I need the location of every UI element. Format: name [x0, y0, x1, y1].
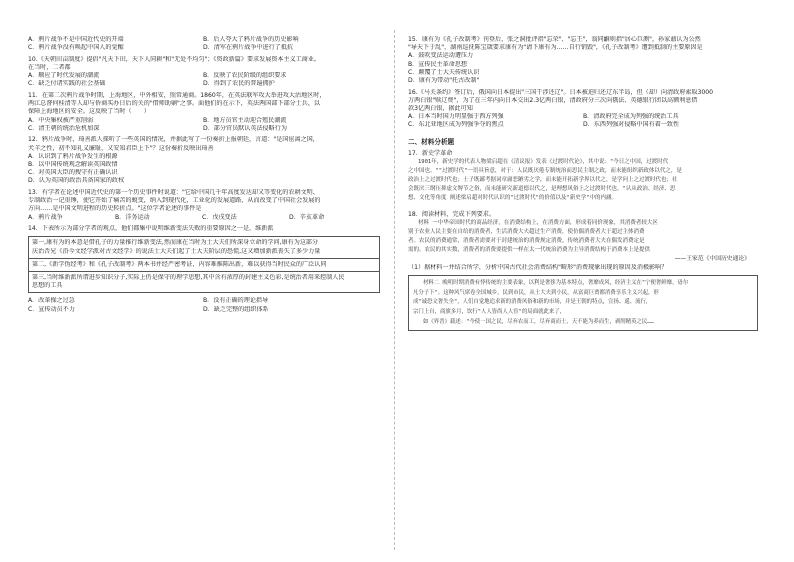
- question-stem: 犬羊之性，初不知礼义廉耻，又安知君臣上下"？这份奏折反映出琦善: [28, 144, 214, 152]
- material-text: 需的。农民的其实数，消费者的消费要提供一样在太一代统治消费为主导消费结构于消费本上是提供: [408, 247, 651, 254]
- option: A．顺应了时代发展的潮流: [28, 72, 100, 80]
- options-row: [28, 214, 378, 222]
- question-stem: 11．在第二次鸦片战争时期，上海地区，中外相安，照常通商。1860年，在英法联军攻大举进攻大沽地区时，: [28, 92, 326, 99]
- material-text: 材料 一中华帝国时代的商品经济，在消费结构上，在消费方面，形成着同价现象，其消费者较大区: [418, 220, 658, 227]
- question-stem: 在当时，二者都: [28, 64, 71, 71]
- options-row: [28, 72, 378, 80]
- cell-text: 思想的工具: [32, 282, 63, 290]
- option: B．没有正确的理论指导: [203, 297, 269, 305]
- option: A．鸦片战争: [28, 213, 63, 221]
- question-10: [28, 56, 378, 89]
- option: D．康有为带动"托古改制": [408, 77, 480, 85]
- option: D．缺乏完整的组织体系: [203, 305, 269, 313]
- material-text: 会既厌三纲压抑虚文缛节之俗，而未能研究新道德以代之，是理想风俗上之过渡时代也。"认从政治、经济、思: [408, 185, 676, 192]
- option: D．辛亥革命: [289, 213, 325, 221]
- option: C．清王朝的统治危机加深: [28, 124, 100, 132]
- question-stem: 专制政治一记重锤，使它开始了痛苦的蜕变，纳入到现代化，工业化的发展道路，从而改变了中国社会发展的: [28, 197, 321, 205]
- question-15: [408, 36, 758, 85]
- options-row: [28, 36, 378, 44]
- option: D．认为英国的政治具备国家的政权: [28, 177, 125, 185]
- option: C．东北亚地区成为列强争夺的焦点: [408, 121, 504, 129]
- option: D．东西列强对侵略中国有着一致性: [583, 121, 680, 129]
- option: C．戊戌变法: [202, 213, 237, 221]
- material-box: [408, 275, 758, 331]
- option: B．后人夸大了鸦片战争的历史影响: [203, 36, 299, 43]
- material-text: 材料二 晚明时期消费有悖传统的主要表象，以利是奢侈为基本特点，奢靡成风，经济主义在"宁便奢鲜靡，毋尔: [423, 280, 689, 287]
- material-text: 宗门上自，商旗多月，饮行"人人皆尚人人宦"的局面就此来了，: [413, 309, 566, 316]
- question-13: [28, 189, 378, 222]
- question-stem: 10.《天朝田亩制度》提倡"凡天下田，天下人同耕"和"无处不均匀"；《资政新篇》要求发展资本主义工商业。: [28, 55, 321, 63]
- question-stem: 12．鸦片战争时，琦善派人探听了一些英国的情况，并据此写了一份奏折上报朝廷，言道："是国宦离之国，: [28, 136, 319, 144]
- scholar-views-table: [28, 236, 380, 293]
- table-cell: [29, 272, 380, 293]
- option: C．缺乏付诸实践的社会基础: [28, 80, 106, 88]
- option: D．清军在鸦片战争中进行了抵抗: [203, 44, 294, 52]
- option: A．认识到了鸦片战争发生的根源: [28, 152, 118, 160]
- question-stem: 13．有学者在论述中国近代史的第一个历史事件时说道："它给中国几千年高度发达却又等变化的农耕文明、: [28, 189, 319, 197]
- options-row: [28, 80, 378, 88]
- option: A．鼓吹变法运动遭压力: [408, 52, 474, 60]
- question-stem: 两江总督何桂清等人却与侨商买办日后的关的"借师助剿"之事。面他们的在示下，英法两国部下部分士兵，以: [28, 100, 321, 108]
- table-cell: [29, 258, 380, 271]
- material-text: 1901年，新史学的代表人物梁启超在《清议报》发表《过渡时代论》，其中说："今日之中国，过渡时代: [418, 158, 669, 165]
- material-text: 别于农业人民主要在自给的消费者，生活消费大夫超过生产消费，使仿偶消费者大于超过主体消费: [408, 229, 645, 236]
- question-stem: "导天下于乱"，湖南巡抚陈宝箴要求康有为"请下康有为……自行销毁"，《孔子改制考》遭到抵制的主要原因是: [408, 44, 703, 52]
- question-11: [28, 92, 378, 133]
- question-stem: 保障上海地区的安全。这反映了当时（ ）: [28, 108, 150, 116]
- left-column: [28, 36, 378, 314]
- question-stem: 万两白银"赎辽费"，为了在三年内向日本交出2.3亿两白银，清政府分三次向俄法、英德银行团以高额利息借: [408, 96, 698, 104]
- option: B．洋务运动: [115, 213, 150, 221]
- table-row: [29, 237, 380, 258]
- option: B．反映了农民阶级的组织要求: [203, 72, 287, 80]
- question-stem: 15．康有为《孔子改制考》刊登后，张之洞批评指"忘荣"、"忘王"，翁同龢则指"居心巨测"，孙家鼐认为公然: [408, 36, 701, 43]
- cell-text: 第三,当时维新派所谓进步知识分子,实际上仍是保守的理学思想,其中含有浓厚的封建主义色彩,是统治者用来控制人民: [32, 274, 345, 282]
- options-row: [28, 125, 378, 133]
- material-text: 之中国也。""过渡时代"一语具旨意，对于：人民既厌倦专制统治而思民主制之政，而未能组织新政体以代之，是: [408, 167, 682, 174]
- options-row: [28, 117, 378, 125]
- option: C．宣传动员不力: [28, 305, 75, 313]
- table-row: [29, 272, 380, 293]
- options-row: [408, 113, 758, 121]
- option: C．对英国大臣的搜守有正确认识: [28, 169, 118, 177]
- material-text: 成"诚恐文奢失全"，人们自觉地追求新的消费风俗和新的市场，并是王朝的特点，宣扬、遥、流行，: [413, 299, 652, 306]
- question-17: [408, 150, 758, 203]
- option: A．改革操之过急: [28, 297, 75, 305]
- option: D．部分官员默认英法侵略行为: [203, 124, 287, 132]
- question-18: [408, 211, 758, 331]
- question-stem: 14．下表所示为部分学者的观点，他们都集中说明维新变法失败的重要原因之一是，维新派: [28, 225, 274, 233]
- option: B．地方员官主动迎合殖民潮流: [203, 116, 287, 124]
- question-16: [408, 89, 758, 130]
- material-text: 者。农民的消费通常，消费者需要对于封建统治的消费规定消费，传统消费者大夫在偶发消费定是: [408, 238, 645, 245]
- options-row: [28, 44, 378, 52]
- option: B．清政府完全成为列强的统治工具: [583, 113, 679, 121]
- options-row: [28, 306, 378, 314]
- options-row: [408, 121, 758, 129]
- table-row: [29, 258, 380, 271]
- citation: ——王家范《中国历史通论》: [674, 256, 750, 263]
- question-14: [28, 225, 378, 314]
- column-divider: [394, 30, 396, 550]
- material-text: 政治上之过渡时代也；士子既鄙考据词章庸恶陋劣之学，而未能开拓新学界以代之，是学问上之过渡时代也；社: [408, 176, 678, 183]
- material-text: 想、文化等角度 阐述梁启超对时代认识的"过渡时代"的价值以及"新史学"中的内涵。: [408, 194, 618, 201]
- option: B．以中国传统观念解读英国政情: [28, 161, 118, 169]
- option: C．颠覆了士大夫传统认识: [408, 68, 480, 76]
- question-title: 17．新史学革命: [408, 149, 453, 157]
- option: D．得到了农民的普遍拥护: [203, 80, 275, 88]
- options-row: [28, 297, 378, 305]
- option: A．鸦片战争不是中国近代史的开端: [28, 36, 124, 43]
- question-12: [28, 136, 378, 185]
- question-stem: 款3亿两白银，据此可知: [408, 105, 473, 113]
- material-text: 凡分子下"。这种风气席卷全国城乡，民到市民，从士大夫到小民，从富商巨贾都消费享乐主义兴起，形: [413, 289, 659, 296]
- table-cell: [29, 237, 380, 258]
- option: A．日本当时国力明显强于西方列强: [408, 113, 504, 121]
- section-heading: 二、材料分析题: [408, 137, 455, 146]
- option: B．宣传民主革命思想: [408, 60, 468, 68]
- sub-question: （1）据材料一并结合所学，分析中国古代社会消费结构"畸形"消费现象出现的原因及消极影响？: [408, 264, 668, 272]
- right-column: [408, 36, 758, 331]
- question-stem: 16.《马关条约》签订后，俄国向日本提出"三国干涉还辽"。日本被迫归还辽东半岛，但（却）向清政府索取3000: [408, 88, 714, 96]
- cell-text: 庆治否兄《沿今文经学派对古文经学》的说法士大夫们起了士大夫阶层的恐慌,这又增加新派丧失了多少力量: [32, 247, 321, 255]
- cell-text: 第一,康有为的本意是借孔子的力量推行维新变法,然而康在当时为士大夫们所深身立命的学问,康有为这部分: [32, 239, 319, 247]
- question-stem: 方向……是中国文明进程的历史转折点。"这位学者论述的事件是: [28, 205, 202, 213]
- option: A．中央集权被严重削弱: [28, 116, 94, 124]
- cell-text: 第二,《新学伪经考》和《孔子改制考》两本书并经严密考证，内容难推陈出新，难以获得当时民众的广泛认同: [32, 260, 327, 268]
- option: C．鸦片战争没有唤起中国人的觉醒: [28, 44, 124, 52]
- material-text: 如《界晋》载述："今使一国之民，尽弃农而工，尽弃商而士，天不能为养而生，剥削精英之民……: [423, 318, 654, 325]
- question-title: 18．阅读材料，完成下列要求。: [408, 210, 495, 218]
